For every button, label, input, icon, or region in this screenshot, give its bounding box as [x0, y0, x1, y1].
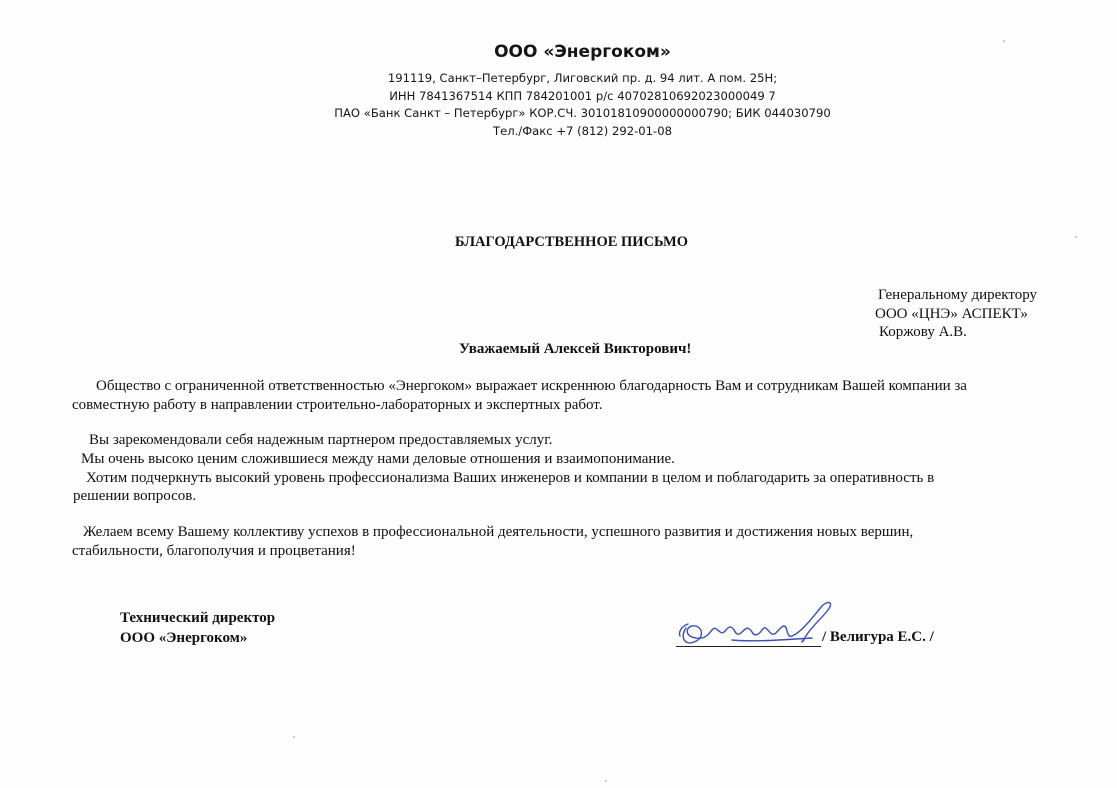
signature-line — [676, 646, 821, 647]
greeting: Уважаемый Алексей Викторович! — [459, 341, 692, 357]
scan-speck — [1003, 40, 1005, 42]
letterhead-address: 191119, Санкт–Петербург, Лиговский пр. д. 94 лит. А пом. 25Н; — [387, 71, 778, 85]
signer-position: Технический директор — [120, 610, 276, 626]
paragraph-1-line-1: Общество с ограниченной ответственностью «Энергоком» выражает искреннюю благодарность Вам и сотрудникам Вашей компании за — [96, 378, 967, 394]
paragraph-1-line-2: совместную работу в направлении строительно-лабораторных и экспертных работ. — [72, 397, 603, 413]
scan-speck — [293, 736, 295, 738]
scan-speck — [605, 780, 607, 782]
letterhead-phone: Тел./Факс +7 (812) 292-01-08 — [492, 124, 672, 138]
scan-speck — [1075, 236, 1077, 238]
recipient-line: Коржову А.В. — [879, 324, 967, 340]
recipient-line: Генеральному директору — [878, 287, 1038, 303]
paragraph-4-line-1: Хотим подчеркнуть высокий уровень профессионализма Ваших инженеров и компании в целом и поблагодарить за оперативность в — [86, 470, 935, 486]
letterhead-bank: ПАО «Банк Санкт – Петербург» КОР.СЧ. 30101810900000000790; БИК 044030790 — [334, 106, 831, 120]
paragraph-4-line-2: решении вопросов. — [73, 488, 197, 504]
paragraph-5-line-1: Желаем всему Вашему коллективу успехов в профессиональной деятельности, успешного развития и достижения новых вершин, — [83, 524, 914, 540]
paragraph-2: Вы зарекомендовали себя надежным партнером предоставляемых услуг. — [89, 432, 553, 448]
paragraph-3: Мы очень высоко ценим сложившиеся между нами деловые отношения и взаимопонимание. — [81, 451, 675, 467]
letter-title: БЛАГОДАРСТВЕННОЕ ПИСЬМО — [455, 234, 689, 250]
recipient-line: ООО «ЦНЭ» АСПЕКТ» — [875, 306, 1028, 322]
signer-company: ООО «Энергоком» — [120, 630, 248, 646]
handwritten-signature — [672, 596, 852, 656]
signature-ink — [679, 603, 830, 643]
letterhead-tax-ids: ИНН 7841367514 КПП 784201001 р/с 40702810692023000049 7 — [389, 89, 776, 103]
paragraph-5-line-2: стабильности, благополучия и процветания! — [72, 543, 356, 559]
signer-name: / Велигура Е.С. / — [822, 629, 934, 645]
letterhead-company: ООО «Энергоком» — [494, 42, 671, 62]
